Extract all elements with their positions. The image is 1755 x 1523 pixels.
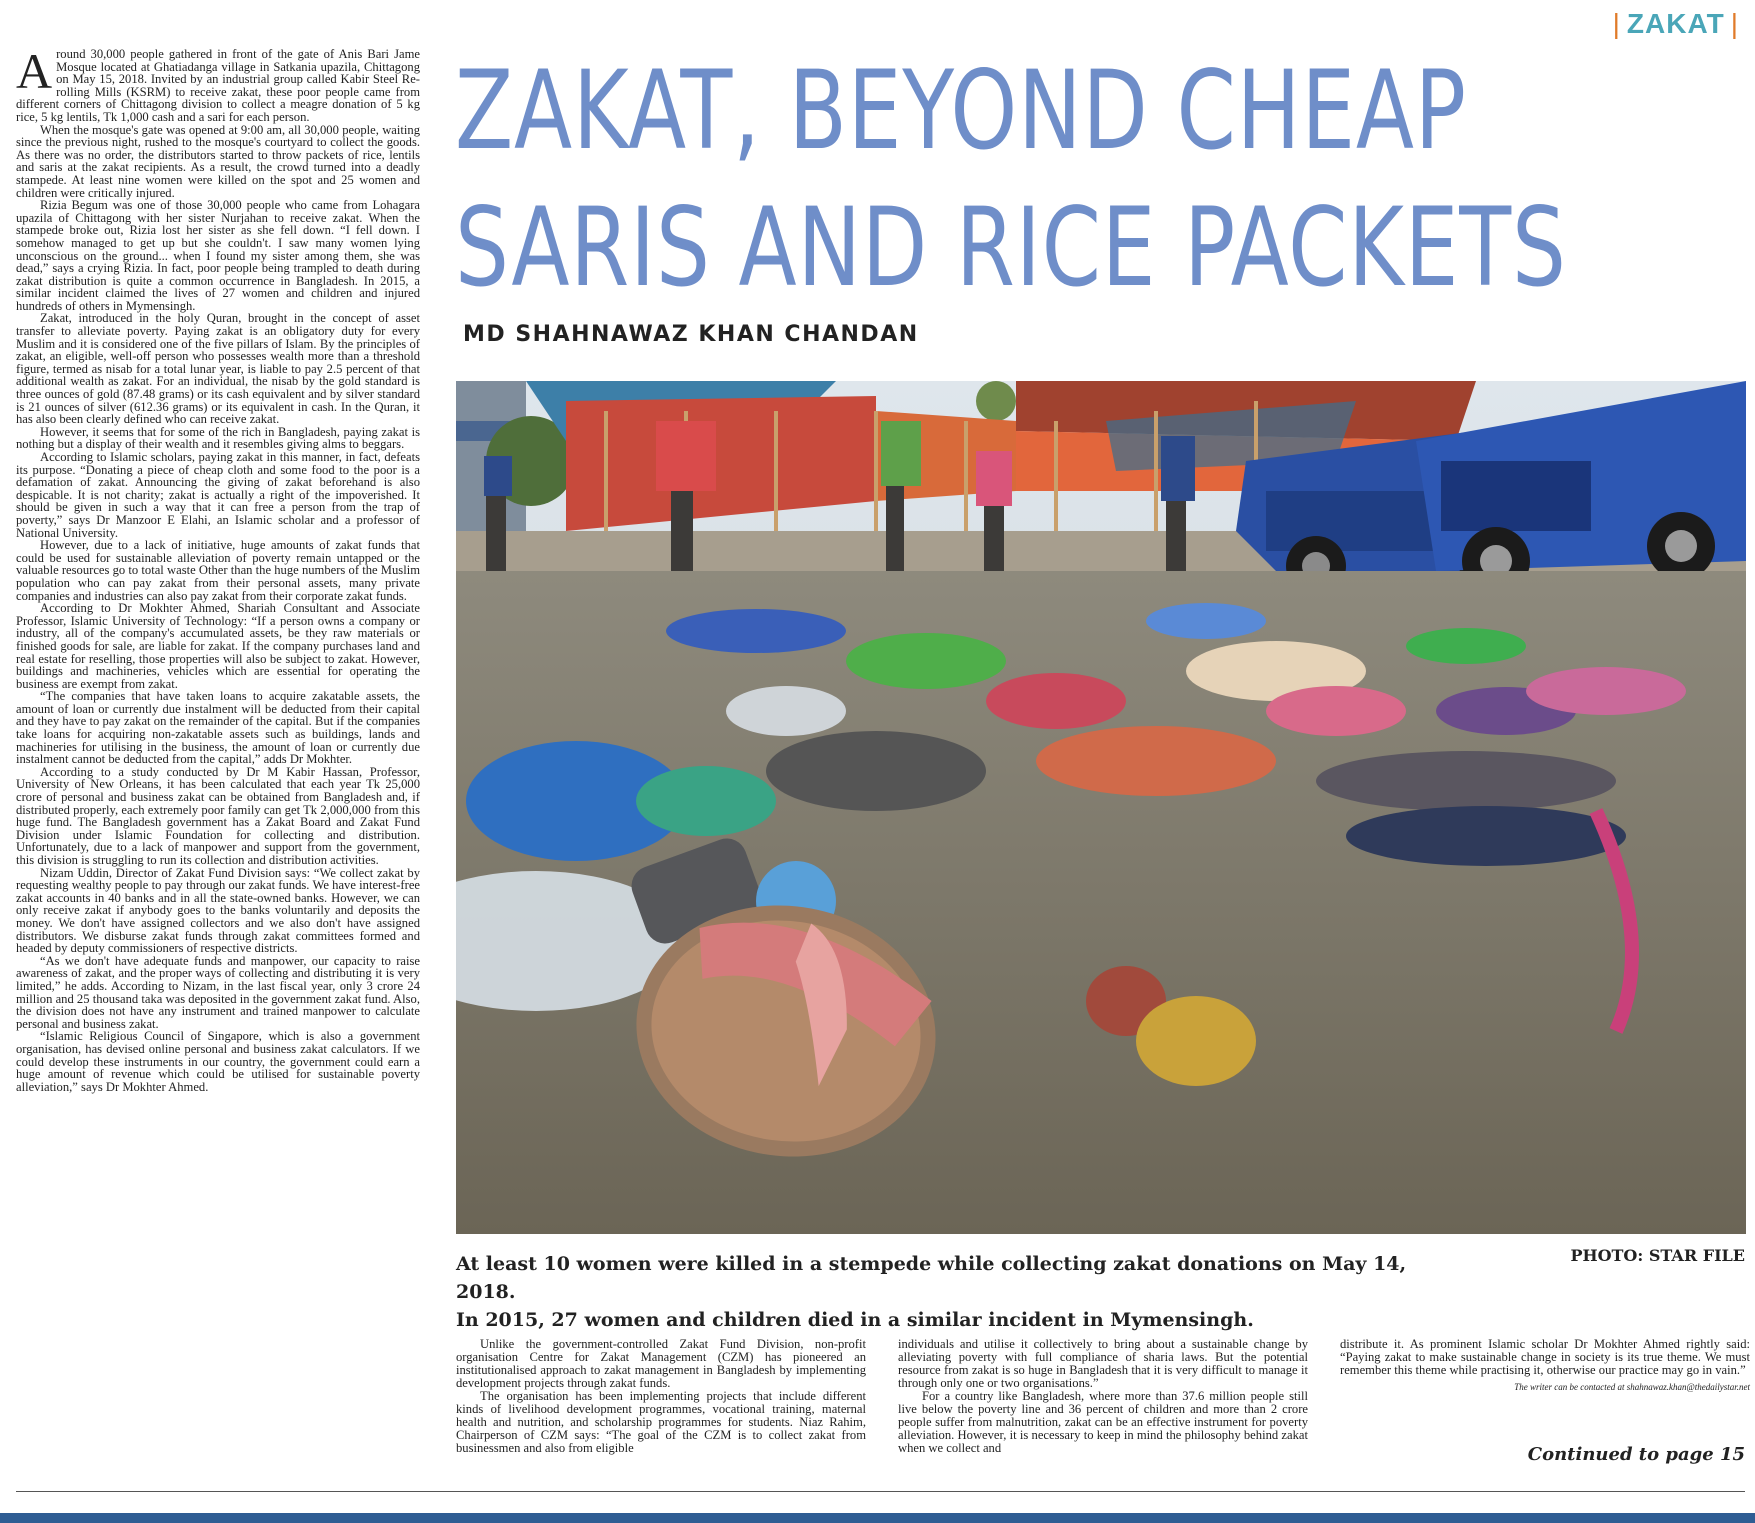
section-label: ZAKAT — [1626, 8, 1725, 39]
tag-divider: | — [1730, 8, 1739, 39]
photo-caption — [456, 1250, 1456, 1334]
body-paragraph: Nizam Uddin, Director of Zakat Fund Division says: “We collect zakat by requesting wealthy people to pay through our zakat funds. We have interest-free zakat accounts in 40 banks and in all the state-owned banks. However, we can only receive zakat if anybody goes to the banks voluntarily and deposits the money. We don't have assigned collectors and we also don't have assigned distributors. We disburse zakat funds through zakat committees formed and headed by deputy commissioners of respective districts. — [16, 865, 420, 956]
section-tag — [1607, 8, 1745, 40]
body-paragraph: However, it seems that for some of the rich in Bangladesh, paying zakat is nothing but a display of their wealth and it resembles giving alms to beggars. — [16, 424, 420, 452]
body-paragraph: When the mosque's gate was opened at 9:00 am, all 30,000 people, waiting since the previous night, rushed to the mosque's courtyard to collect the goods. As there was no order, the distributors started to throw packets of rice, lentils and saris at the zakat recipients. As a result, the crowd turned into a deadly stampede. At least nine women were killed on the spot and 25 women and children were critically injured. — [16, 122, 420, 200]
body-paragraph: distribute it. As prominent Islamic scholar Dr Mokhter Ahmed rightly said: “Paying zakat to make sustainable change in society is its true theme. We must remember this theme while practising it, otherwise our practice may go in vain.” — [1340, 1337, 1750, 1377]
author-contact: The writer can be contacted at shahnawaz.khan@thedailystar.net — [1514, 1382, 1750, 1392]
photo-stampede-scene-icon — [456, 381, 1746, 1234]
footer-band — [0, 1513, 1755, 1523]
headline: ZAKAT, BEYOND CHEAP SARIS AND RICE PACKETS — [455, 47, 1567, 311]
body-paragraph: Rizia Begum was one of those 30,000 people who came from Lohagara upazila of Chittagong with her sister Nurjahan to receive zakat. When the stampede broke out, Rizia lost her sister as she fell down. “I fell down. I somehow managed to get up but she couldn't. I saw many women lying unconscious on the ground... when I found my sister among them, she was dead,” says a crying Rizia. In fact, poor people being trampled to death during zakat distribution is quite a common occurrence in Bangladesh. In 2015, a similar incident claimed the lives of 27 women and children and injured hundreds of others in Mymensingh. — [16, 198, 420, 313]
lead-text: round 30,000 people gathered in front of the gate of Anis Bari Jame Mosque located at Ghatiadanga village in Satkania upazila, Chittagong on May 15, 2018. Invited by an industrial group called Kabir Steel Re-rolling Mills (KSRM) to receive zakat, these poor people came from different corners of Chittagong division to collect a meagre donation of 5 kg rice, 5 kg lentils, Tk 1,000 cash and a sari for each person. — [16, 48, 420, 124]
body-paragraph: According to Islamic scholars, paying zakat in this manner, in fact, defeats its purpose. “Donating a piece of cheap cloth and some food to the poor is a defamation of zakat. Announcing the giving of zakat beforehand is also despicable. It is not charity; zakat is actually a right of the impoverished. It should be given in such a way that it can free a person from the trap of poverty,” says Dr Manzoor E Elahi, an Islamic scholar and a professor of National University. — [16, 450, 420, 540]
lead-paragraph — [16, 48, 420, 124]
photo-credit: PHOTO: STAR FILE — [1570, 1246, 1745, 1265]
left-column — [16, 48, 420, 1470]
body-paragraph: individuals and utilise it collectively to bring about a sustainable change by alleviating poverty with full compliance of sharia laws. But the potential resource from zakat is so huge in Bangladesh that it is very difficult to manage it through only one or two organisations.” — [898, 1337, 1308, 1390]
body-paragraph: “The companies that have taken loans to acquire zakatable assets, the amount of loan or currently due instalment will be deducted from their capital and they have to pay zakat on the remainder of the capital. But if the companies take loans for acquiring non-zakatable assets such as buildings, lands and machineries for utilising in the business, the amount of loan or currently due instalment cannot be deducted from the capital,” adds Dr Mokhter. — [16, 689, 420, 767]
byline: MD SHAHNAWAZ KHAN CHANDAN — [463, 322, 919, 347]
body-paragraph: “As we don't have adequate funds and manpower, our capacity to raise awareness of zakat, and the proper ways of collecting and distributing it is very limited,” he adds. According to Nizam, in the last fiscal year, only 3 crore 24 million and 25 thousand taka was deposited in the government zakat fund. Also, the division does not have any instrument and trained manpower to calculate personal and business zakat. — [16, 953, 420, 1031]
body-paragraph: However, due to a lack of initiative, huge amounts of zakat funds that could be used for sustainable alleviation of poverty remain untapped or the valuable resources go to total waste Other than the huge numbers of the Muslim population who can pay zakat from their personal assets, many private companies and industries can also pay zakat from their corporate zakat funds. — [16, 538, 420, 603]
body-paragraph: According to Dr Mokhter Ahmed, Shariah Consultant and Associate Professor, Islamic University of Technology: “If a person owns a company or industry, all of the company's accumulated assets, be they raw materials or finished goods for sale, are liable for zakat. If the company purchases land and real estate for reselling, those properties will also be subject to zakat. However, buildings and machineries, vehicles which are essential for operating the business are exempt from zakat. — [16, 601, 420, 691]
body-paragraph: Zakat, introduced in the holy Quran, brought in the concept of asset transfer to alleviate poverty. Paying zakat is an obligatory duty for every Muslim and it is considered one of the five pillars of Islam. By the principles of zakat, an eligible, well-off person who possesses wealth more than a threshold figure, termed as nisab for a total lunar year, is liable to pay 2.5 percent of that additional wealth as zakat. For an individual, the nisab by the gold standard is three ounces of gold (87.48 grams) or its cash equivalent and by silver standard is 21 ounces of silver (612.36 grams) or its equivalent in cash. In the Quran, it has also been clearly defined who can receive zakat. — [16, 311, 420, 427]
dropcap: A — [16, 48, 53, 99]
news-photo — [456, 381, 1746, 1234]
body-paragraph: Unlike the government-controlled Zakat Fund Division, non-profit organisation Centre for Zakat Management (CZM) has pioneered an institutionalised approach to zakat management in Bangladesh by implementing development projects through zakat funds. — [456, 1337, 866, 1390]
caption-line: In 2015, 27 women and children died in a similar incident in Mymensingh. — [456, 1309, 1254, 1331]
continued-link[interactable]: Continued to page 15 — [1527, 1444, 1745, 1465]
bottom-column-2 — [898, 1338, 1308, 1455]
body-paragraph: For a country like Bangladesh, where more than 37.6 million people still live below the poverty line and 36 percent of children and more than 2 crore people suffer from malnutrition, zakat can be an effective instrument for poverty alleviation. However, it is necessary to keep in mind the philosophy behind zakat when we collect and — [898, 1389, 1308, 1455]
tag-divider: | — [1612, 8, 1621, 39]
bottom-column-1 — [456, 1338, 866, 1455]
body-paragraph: According to a study conducted by Dr M Kabir Hassan, Professor, University of New Orleans, it has been calculated that each year Tk 25,000 crore of personal and business zakat can be obtained from Bangladesh and, if distributed properly, each extremely poor family can get Tk 2,000,000 from this huge fund. The Bangladesh government has a Zakat Board and Zakat Fund Division under Islamic Foundation for collecting and distribution. Unfortunately, due to a lack of manpower and support from the government, this division is struggling to run its collection and distribution activities. — [16, 764, 420, 867]
bottom-column-3 — [1340, 1338, 1750, 1394]
caption-line: At least 10 women were killed in a stempede while collecting zakat donations on May 14, 2018. — [456, 1253, 1407, 1303]
body-paragraph: The organisation has been implementing projects that include different kinds of livelihood development programmes, vocational training, maternal health and nutrition, and scholarship programmes for students. Niaz Rahim, Chairperson of CZM says: “The goal of the CZM is to collect zakat from businessmen and also from eligible — [456, 1389, 866, 1455]
footer-rule — [16, 1491, 1745, 1492]
body-paragraph: “Islamic Religious Council of Singapore, which is also a government organisation, has devised online personal and business zakat calculators. If we could develop these instruments in our country, the government could earn a huge amount of revenue which could be utilised for sustainable poverty alleviation,” says Dr Mokhter Ahmed. — [16, 1029, 420, 1094]
